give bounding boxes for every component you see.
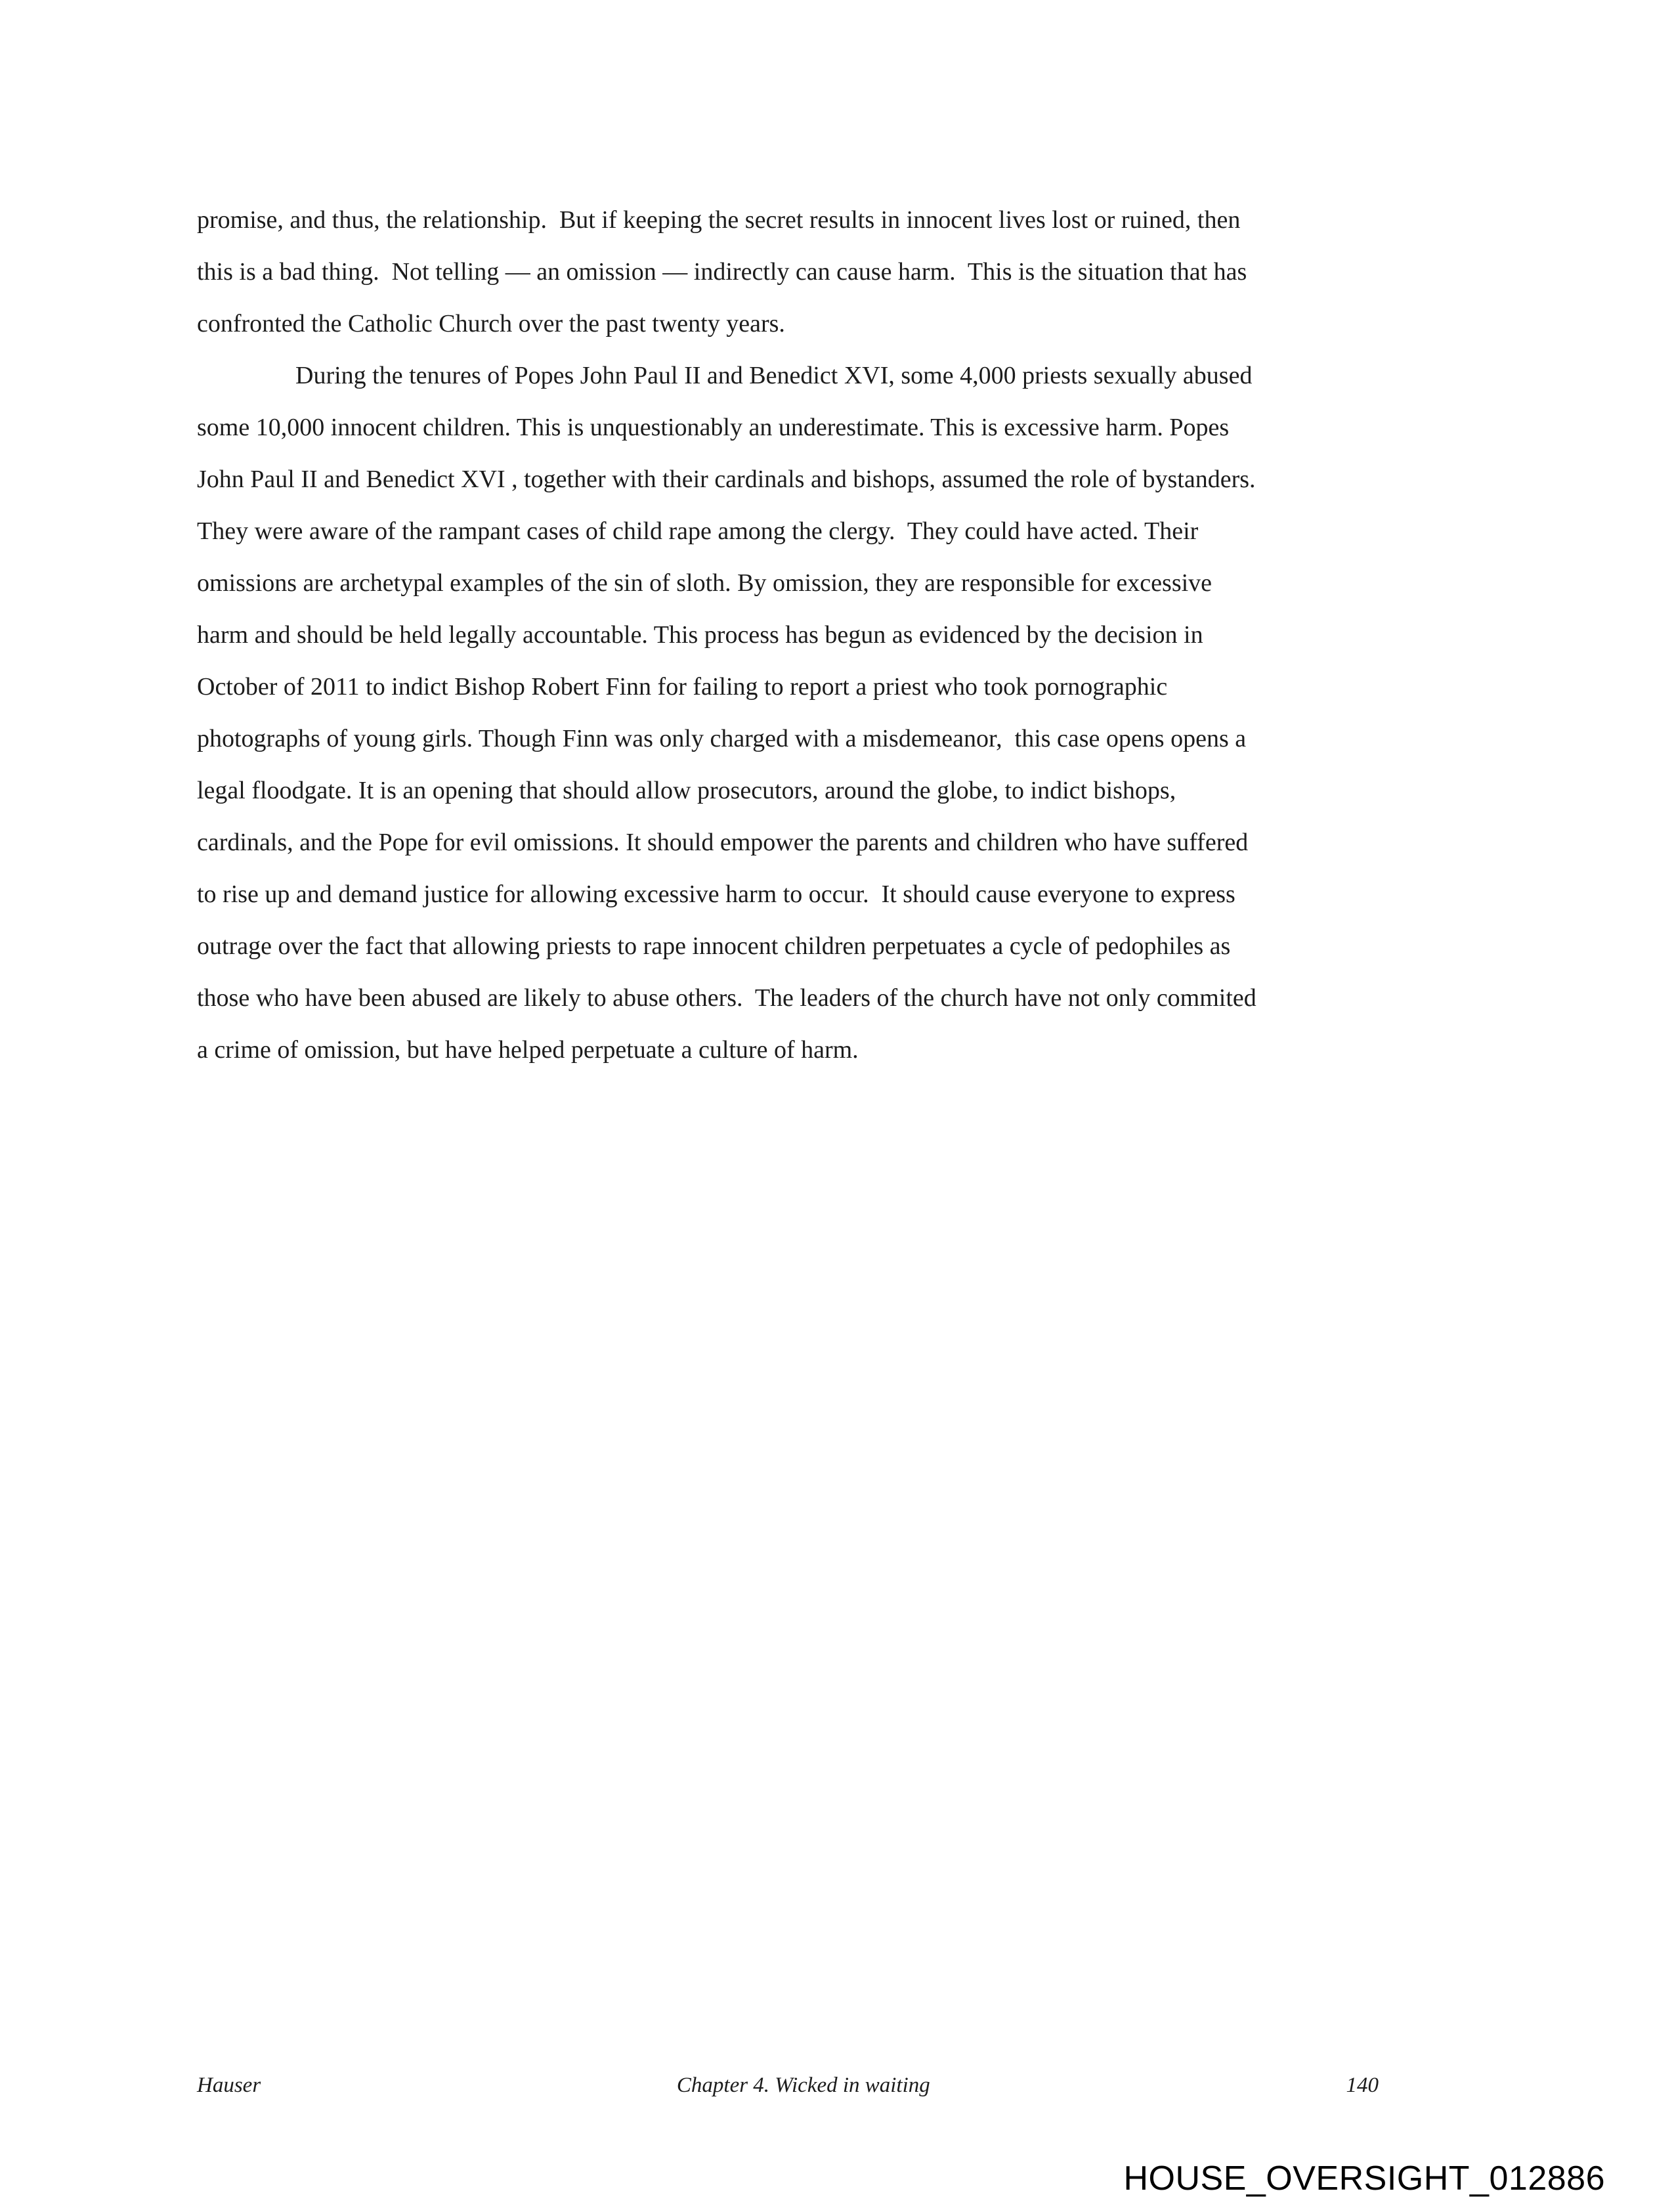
text-line: omissions are archetypal examples of the sin of sloth. By omission, they are responsible for excessive (197, 569, 1213, 597)
text-line: this is a bad thing. Not telling — an omission — indirectly can cause harm. This is the situation that has (197, 258, 1247, 286)
footer-page-number: 140 (1346, 2073, 1379, 2097)
text-line: October of 2011 to indict Bishop Robert Finn for failing to report a priest who took pornographic (197, 673, 1168, 701)
text-line: some 10,000 innocent children. This is unquestionably an underestimate. This is excessive harm. Popes (197, 414, 1230, 441)
text-line: confronted the Catholic Church over the past twenty years. (197, 310, 785, 337)
page-body (197, 194, 1484, 1076)
text-line: harm and should be held legally accountable. This process has begun as evidenced by the decision in (197, 621, 1203, 649)
text-line: During the tenures of Popes John Paul II and Benedict XVI, some 4,000 priests sexually abused (295, 362, 1253, 389)
text-line: John Paul II and Benedict XVI , together with their cardinals and bishops, assumed the role of bystanders. (197, 466, 1256, 493)
bates-stamp: HOUSE_OVERSIGHT_012886 (1123, 2159, 1605, 2198)
text-line: to rise up and demand justice for allowing excessive harm to occur. It should cause everyone to express (197, 880, 1235, 908)
footer-author: Hauser (197, 2073, 261, 2097)
paragraph-1 (197, 194, 1484, 350)
page-footer (197, 2073, 1379, 2098)
text-line: They were aware of the rampant cases of child rape among the clergy. They could have acted. Their (197, 517, 1199, 545)
text-line: those who have been abused are likely to abuse others. The leaders of the church have not only commited (197, 984, 1256, 1012)
text-line: a crime of omission, but have helped perpetuate a culture of harm. (197, 1036, 859, 1064)
text-line: legal floodgate. It is an opening that should allow prosecutors, around the globe, to indict bishops, (197, 777, 1176, 804)
text-line: photographs of young girls. Though Finn was only charged with a misdemeanor, this case opens opens a (197, 725, 1247, 752)
paragraph-2 (197, 350, 1484, 1076)
text-line: outrage over the fact that allowing priests to rape innocent children perpetuates a cycle of pedophiles as (197, 932, 1231, 960)
footer-chapter-title: Chapter 4. Wicked in waiting (676, 2073, 930, 2097)
text-line: cardinals, and the Pope for evil omissions. It should empower the parents and children who have suffered (197, 829, 1249, 856)
text-line: promise, and thus, the relationship. But if keeping the secret results in innocent lives lost or ruined, then (197, 206, 1241, 234)
